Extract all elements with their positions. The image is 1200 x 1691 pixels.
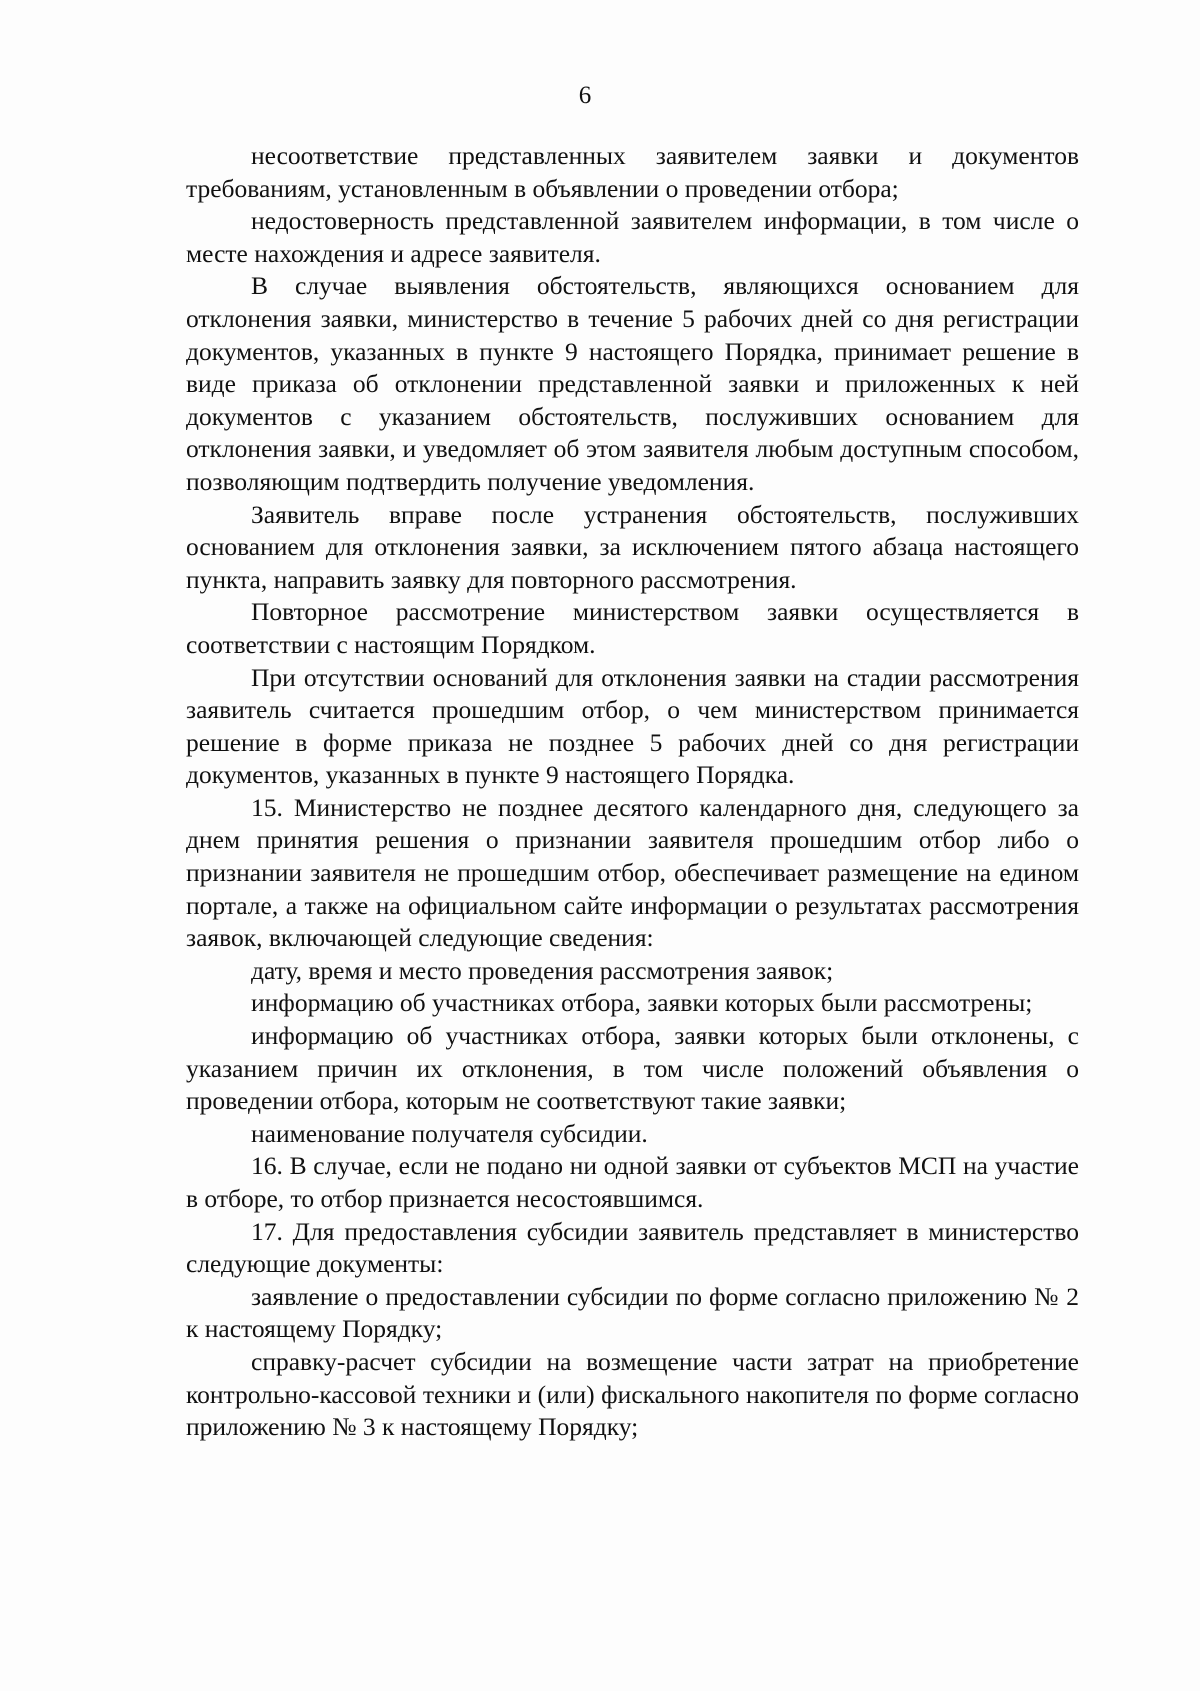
paragraph-1: несоответствие представленных заявителем заявки и документов требованиям, установленным в объявлении о проведении отбора;: [186, 141, 1079, 203]
paragraph-15: справку-расчет субсидии на возмещение части затрат на приобретение контрольно-кассовой техники и (или) фискального накопителя по форме согласно приложению № 3 к настоящему Порядку;: [186, 1346, 1079, 1442]
paragraph-8: дату, время и место проведения рассмотрения заявок;: [251, 955, 834, 985]
paragraph-5: Повторное рассмотрение министерством заявки осуществляется в соответствии с настоящим Порядком.: [186, 597, 1079, 659]
paragraph-9: информацию об участниках отбора, заявки которых были рассмотрены;: [251, 988, 1033, 1018]
document-body: [186, 140, 1079, 1444]
paragraph-4: Заявитель вправе после устранения обстоятельств, послуживших основанием для отклонения заявки, за исключением пятого абзаца настоящего пункта, направить заявку для повторного рассмотрения.: [186, 499, 1079, 594]
paragraph-6: При отсутствии оснований для отклонения заявки на стадии рассмотрения заявитель считается прошедшим отбор, о чем министерством принимается решение в форме приказа не позднее 5 рабочих дней со дня регистрации документов, указанных в пункте 9 настоящего Порядка.: [186, 662, 1079, 790]
paragraph-3: В случае выявления обстоятельств, являющихся основанием для отклонения заявки, министерство в течение 5 рабочих дней со дня регистрации документов, указанных в пункте 9 настоящего Порядка, принимает решение в виде приказа об отклонении представленной заявки и приложенных к ней документов с указанием обстоятельств, послуживших основанием для отклонения заявки, и уведомляет об этом заявителя любым доступным способом, позволяющим подтвердить получение уведомления.: [186, 271, 1079, 496]
paragraph-13: 17. Для предоставления субсидии заявитель представляет в министерство следующие документы:: [186, 1216, 1079, 1279]
paragraph-12: 16. В случае, если не подано ни одной заявки от субъектов МСП на участие в отборе, то отбор признается несостоявшимся.: [186, 1151, 1079, 1213]
paragraph-2: недостоверность представленной заявителем информации, в том числе о месте нахождения и адресе заявителя.: [186, 206, 1079, 268]
paragraph-14: заявление о предоставлении субсидии по форме согласно приложению № 2 к настоящему Порядку;: [186, 1281, 1079, 1344]
paragraph-7: 15. Министерство не позднее десятого календарного дня, следующего за днем принятия решения о признании заявителя прошедшим отбор либо о признании заявителя не прошедшим отбор, обеспечивает размещение на едином портале, а также на официальном сайте информации о результатах рассмотрения заявок, включающей следующие сведения:: [186, 792, 1079, 953]
page-number: 6: [578, 82, 592, 109]
paragraph-10: информацию об участниках отбора, заявки которых были отклонены, с указанием причин их отклонения, в том числе положений объявления о проведении отбора, которым не соответствуют такие заявки;: [186, 1021, 1079, 1116]
paragraph-11: наименование получателя субсидии.: [251, 1118, 648, 1148]
